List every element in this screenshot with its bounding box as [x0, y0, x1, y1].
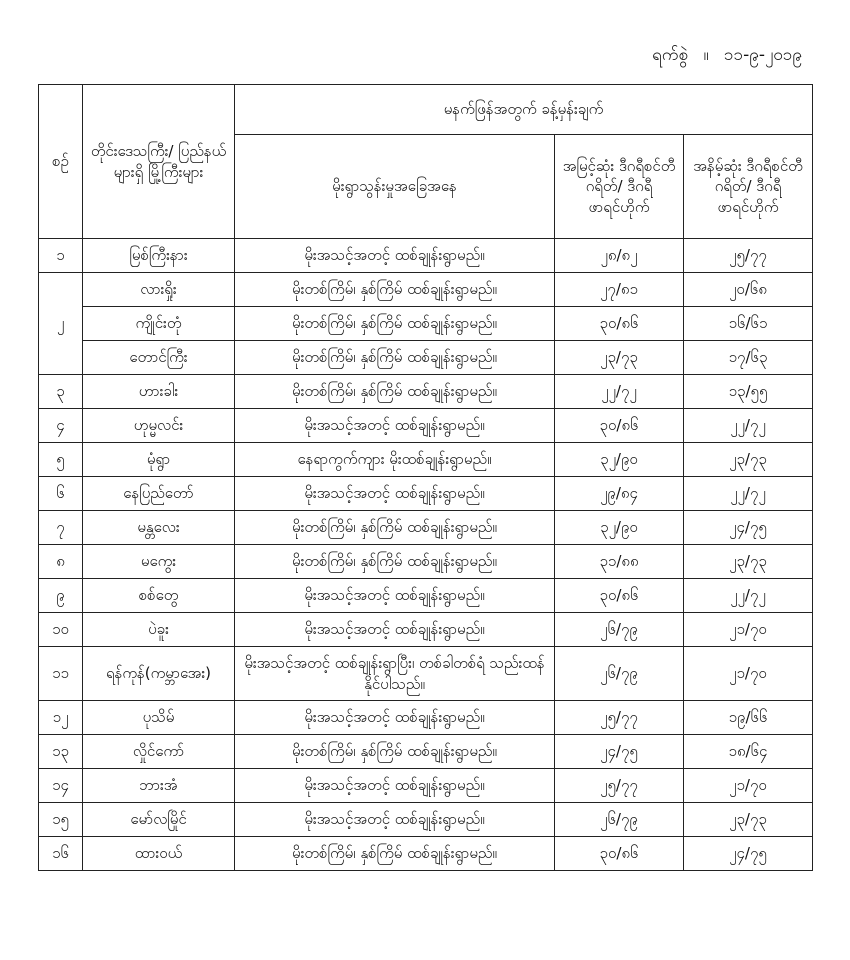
weather-cell: မိုးအသင့်အတင့် ထစ်ချုန်းရွာမည်။ [235, 477, 555, 511]
max-temp-cell: ၃၀/၈၆ [555, 837, 684, 871]
header-forecast-group: မနက်ဖြန်အတွက် ခန့်မှန်းချက် [235, 85, 813, 135]
min-temp-cell: ၂၂/၇၂ [684, 579, 813, 613]
header-serial: စဉ် [39, 85, 83, 239]
city-cell: ပဲခူး [83, 613, 235, 647]
max-temp-cell: ၂၆/၇၉ [555, 803, 684, 837]
table-row [39, 579, 813, 613]
weather-cell: မိုးတစ်ကြိမ်၊ နှစ်ကြိမ် ထစ်ချုန်းရွာမည်။ [235, 375, 555, 409]
date-value: ၁၁-၉-၂၀၁၉ [724, 45, 802, 65]
serial-cell: ၁၅ [39, 803, 83, 837]
max-temp-cell: ၂၃/၇၃ [555, 341, 684, 375]
min-temp-cell: ၂၂/၇၂ [684, 477, 813, 511]
city-cell: မန္တလေး [83, 511, 235, 545]
serial-cell: ၃ [39, 375, 83, 409]
city-cell: ရန်ကုန်(ကမ္ဘာအေး) [83, 647, 235, 701]
serial-cell: ၈ [39, 545, 83, 579]
serial-cell: ၆ [39, 477, 83, 511]
serial-cell: ၉ [39, 579, 83, 613]
serial-cell: ၄ [39, 409, 83, 443]
serial-cell: ၁၀ [39, 613, 83, 647]
max-temp-cell: ၂၉/၈၄ [555, 477, 684, 511]
table-row [39, 647, 813, 701]
header-max-temp: အမြင့်ဆုံး ဒီဂရီစင်တီဂရိတ်/ ဒီဂရီဖာရင်ဟိုက် [555, 135, 684, 239]
table-row [39, 307, 813, 341]
table-row [39, 443, 813, 477]
min-temp-cell: ၁၃/၅၅ [684, 375, 813, 409]
report-date [652, 44, 802, 69]
weather-cell: မိုးတစ်ကြိမ်၊ နှစ်ကြိမ် ထစ်ချုန်းရွာမည်။ [235, 341, 555, 375]
max-temp-cell: ၃၂/၉၀ [555, 511, 684, 545]
max-temp-cell: ၂၄/၇၅ [555, 735, 684, 769]
table-row [39, 477, 813, 511]
max-temp-cell: ၂၇/၈၁ [555, 273, 684, 307]
max-temp-cell: ၂၈/၈၂ [555, 239, 684, 273]
max-temp-cell: ၂၆/၇၉ [555, 647, 684, 701]
table-row [39, 375, 813, 409]
weather-cell: မိုးအသင့်အတင့် ထစ်ချုန်းရွာမည်။ [235, 239, 555, 273]
min-temp-cell: ၁၉/၆၆ [684, 701, 813, 735]
table-row [39, 837, 813, 871]
min-temp-cell: ၁၈/၆၄ [684, 735, 813, 769]
min-temp-cell: ၂၄/၇၅ [684, 837, 813, 871]
serial-cell: ၁၄ [39, 769, 83, 803]
city-cell: စစ်တွေ [83, 579, 235, 613]
serial-cell: ၁၂ [39, 701, 83, 735]
table-row [39, 409, 813, 443]
weather-cell: မိုးတစ်ကြိမ်၊ နှစ်ကြိမ် ထစ်ချုန်းရွာမည်။ [235, 545, 555, 579]
weather-cell: မိုးအသင့်အတင့် ထစ်ချုန်းရွာမည်။ [235, 613, 555, 647]
min-temp-cell: ၂၄/၇၅ [684, 511, 813, 545]
city-cell: လှိုင်ကော် [83, 735, 235, 769]
min-temp-cell: ၂၃/၇၃ [684, 803, 813, 837]
header-weather: မိုးရွာသွန်းမှုအခြေအနေ [235, 135, 555, 239]
weather-cell: မိုးတစ်ကြိမ်၊ နှစ်ကြိမ် ထစ်ချုန်းရွာမည်။ [235, 837, 555, 871]
serial-cell: ၁၁ [39, 647, 83, 701]
date-separator: ။ [703, 45, 709, 65]
max-temp-cell: ၂၅/၇၇ [555, 701, 684, 735]
min-temp-cell: ၁၆/၆၁ [684, 307, 813, 341]
max-temp-cell: ၂၂/၇၂ [555, 375, 684, 409]
min-temp-cell: ၂၁/၇၀ [684, 647, 813, 701]
max-temp-cell: ၃၀/၈၆ [555, 579, 684, 613]
weather-cell: မိုးအသင့်အတင့် ထစ်ချုန်းရွာမည်။ [235, 409, 555, 443]
max-temp-cell: ၂၅/၇၇ [555, 769, 684, 803]
min-temp-cell: ၂၃/၇၃ [684, 443, 813, 477]
max-temp-cell: ၃၀/၈၆ [555, 409, 684, 443]
header-min-temp: အနိမ့်ဆုံး ဒီဂရီစင်တီဂရိတ်/ ဒီဂရီဖာရင်ဟိုက် [684, 135, 813, 239]
table-row [39, 545, 813, 579]
weather-cell: မိုးအသင့်အတင့် ထစ်ချုန်းရွာမည်။ [235, 579, 555, 613]
city-cell: မကွေး [83, 545, 235, 579]
forecast-table [38, 84, 813, 871]
max-temp-cell: ၃၂/၉၀ [555, 443, 684, 477]
weather-cell: မိုးအသင့်အတင့် ထစ်ချုန်းရွာမည်။ [235, 701, 555, 735]
serial-cell: ၁၃ [39, 735, 83, 769]
min-temp-cell: ၂၂/၇၂ [684, 409, 813, 443]
serial-cell: ၂ [39, 273, 83, 375]
city-cell: မုံရွာ [83, 443, 235, 477]
min-temp-cell: ၂၁/၇၀ [684, 769, 813, 803]
city-cell: မြစ်ကြီးနား [83, 239, 235, 273]
table-row [39, 341, 813, 375]
city-cell: နေပြည်တော် [83, 477, 235, 511]
city-cell: ကျိုင်းတုံ [83, 307, 235, 341]
city-cell: ဟားခါး [83, 375, 235, 409]
weather-cell: မိုးအသင့်အတင့် ထစ်ချုန်းရွာမည်။ [235, 769, 555, 803]
city-cell: မော်လမြိုင် [83, 803, 235, 837]
city-cell: လားရှိုး [83, 273, 235, 307]
min-temp-cell: ၂၀/၆၈ [684, 273, 813, 307]
table-row [39, 273, 813, 307]
city-cell: ပုသိမ် [83, 701, 235, 735]
city-cell: ဘားအံ [83, 769, 235, 803]
min-temp-cell: ၂၅/၇၇ [684, 239, 813, 273]
table-row [39, 769, 813, 803]
min-temp-cell: ၁၇/၆၃ [684, 341, 813, 375]
table-row [39, 701, 813, 735]
weather-cell: မိုးအသင့်အတင့် ထစ်ချုန်းရွာပြီး၊ တစ်ခါတစ်ရံ သည်းထန်နိုင်ပါသည်။ [235, 647, 555, 701]
min-temp-cell: ၂၃/၇၃ [684, 545, 813, 579]
serial-cell: ၁၆ [39, 837, 83, 871]
serial-cell: ၁ [39, 239, 83, 273]
city-cell: ထားဝယ် [83, 837, 235, 871]
weather-cell: မိုးတစ်ကြိမ်၊ နှစ်ကြိမ် ထစ်ချုန်းရွာမည်။ [235, 273, 555, 307]
weather-cell: မိုးတစ်ကြိမ်၊ နှစ်ကြိမ် ထစ်ချုန်းရွာမည်။ [235, 511, 555, 545]
city-cell: ဟုမ္မလင်း [83, 409, 235, 443]
table-row [39, 803, 813, 837]
max-temp-cell: ၃၁/၈၈ [555, 545, 684, 579]
weather-cell: နေရာကွက်ကျား မိုးထစ်ချုန်းရွာမည်။ [235, 443, 555, 477]
weather-cell: မိုးတစ်ကြိမ်၊ နှစ်ကြိမ် ထစ်ချုန်းရွာမည်။ [235, 307, 555, 341]
city-cell: တောင်ကြီး [83, 341, 235, 375]
table-row [39, 511, 813, 545]
weather-cell: မိုးတစ်ကြိမ်၊ နှစ်ကြိမ် ထစ်ချုန်းရွာမည်။ [235, 735, 555, 769]
max-temp-cell: ၃၀/၈၆ [555, 307, 684, 341]
table-row [39, 735, 813, 769]
table-row [39, 613, 813, 647]
table-row [39, 239, 813, 273]
max-temp-cell: ၂၆/၇၉ [555, 613, 684, 647]
date-label: ရက်စွဲ [652, 45, 689, 65]
weather-cell: မိုးအသင့်အတင့် ထစ်ချုန်းရွာမည်။ [235, 803, 555, 837]
min-temp-cell: ၂၁/၇၀ [684, 613, 813, 647]
serial-cell: ၇ [39, 511, 83, 545]
header-city: တိုင်းဒေသကြီး/ ပြည်နယ်များရှိ မြို့ကြီးများ [83, 85, 235, 239]
serial-cell: ၅ [39, 443, 83, 477]
